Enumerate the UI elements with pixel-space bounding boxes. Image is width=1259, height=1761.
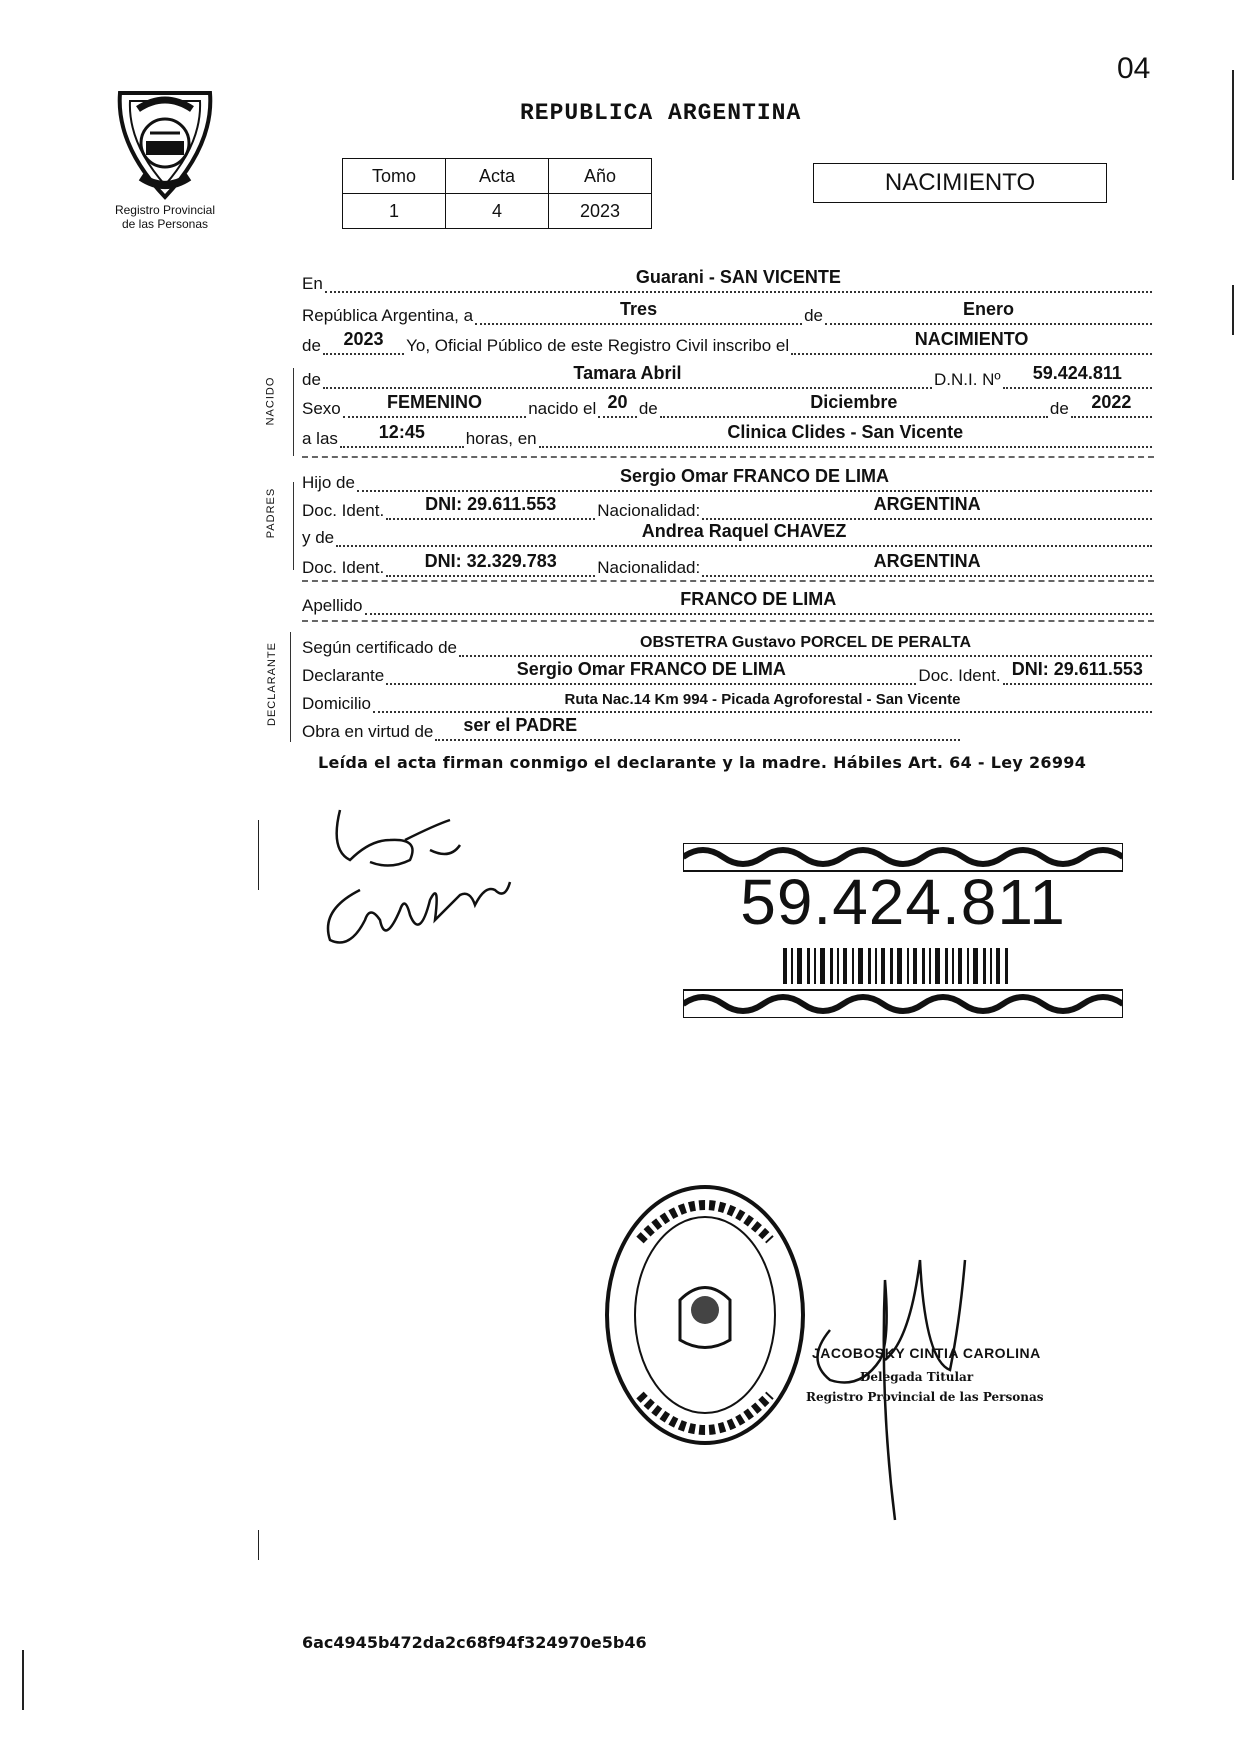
value-certificate: OBSTETRA Gustavo PORCEL DE PERALTA: [640, 634, 971, 651]
row-declarant: [302, 660, 1154, 688]
official-seal-stamp: [600, 1180, 810, 1450]
acta-header: Acta: [446, 159, 549, 194]
declarante-bracket: [290, 632, 291, 742]
act-type-box: NACIMIENTO: [813, 163, 1107, 203]
logo-caption-line1: Registro Provincial: [114, 203, 216, 217]
anio-value: 2023: [549, 194, 652, 229]
anio-header: Año: [549, 159, 652, 194]
row-place: [302, 268, 1154, 296]
closing-text: Leída el acta firman conmigo el declarante y la madre. Hábiles Art. 64 - Ley 26994: [318, 753, 1087, 772]
officer-name: JACOBOSKY CINTIA CAROLINA: [812, 1345, 1041, 1361]
field-birth-year: [1069, 393, 1154, 421]
value-year: 2023: [343, 329, 384, 349]
row-mother: [302, 522, 1154, 550]
scan-edge-mark: [258, 1530, 259, 1560]
value-by-virtue: ser el PADRE: [463, 715, 578, 735]
label-en: En: [302, 274, 323, 293]
row-mother-doc: [302, 552, 1154, 580]
value-month: Enero: [963, 299, 1015, 319]
label-nacido-el: nacido el: [528, 399, 597, 418]
label-apellido: Apellido: [302, 596, 363, 615]
field-time: [338, 423, 466, 451]
value-name: Tamara Abril: [573, 363, 682, 383]
field-father-doc: [384, 495, 597, 523]
value-father-nationality: ARGENTINA: [873, 494, 981, 514]
table-row: [343, 159, 652, 194]
value-place: Guarani - SAN VICENTE: [635, 267, 841, 287]
field-year: [321, 330, 406, 358]
label-republica: República Argentina, a: [302, 306, 474, 325]
label-de-month: de: [804, 306, 823, 325]
scan-edge-mark: [1232, 70, 1234, 180]
label-de-b2: de: [1049, 399, 1069, 418]
scan-edge-mark: [22, 1650, 24, 1710]
acta-value: 4: [446, 194, 549, 229]
value-sex: FEMENINO: [386, 392, 482, 412]
row-year-act: [302, 330, 1154, 358]
logo-caption-line2: de las Personas: [121, 217, 209, 231]
field-declarant-doc: [1001, 660, 1154, 688]
field-name: [321, 364, 934, 392]
field-birth-day: [596, 393, 639, 421]
logo-caption: [90, 203, 240, 231]
value-surname: FRANCO DE LIMA: [680, 589, 837, 609]
row-sex-birthdate: [302, 393, 1154, 421]
label-dni: D.N.I. Nº: [933, 370, 1001, 389]
value-declarant: Sergio Omar FRANCO DE LIMA: [516, 659, 786, 679]
value-birth-year: 2022: [1091, 392, 1132, 412]
nacido-bracket: [293, 368, 294, 456]
field-father: [355, 467, 1154, 495]
row-address: [302, 688, 1154, 716]
label-de-b1: de: [638, 399, 658, 418]
label-doc-ident-mother: Doc. Ident.: [302, 558, 385, 577]
row-name-dni: [302, 364, 1154, 392]
country-title: REPUBLICA ARGENTINA: [520, 100, 802, 126]
field-declarant: [384, 660, 918, 688]
label-nacionalidad-mother: Nacionalidad:: [597, 558, 701, 577]
handwritten-signatures: [310, 800, 560, 970]
misiones-coat-of-arms-logo: [110, 85, 220, 203]
field-act: [789, 330, 1154, 358]
field-address: [371, 688, 1154, 716]
label-doc-ident-declarant: Doc. Ident.: [918, 666, 1001, 685]
document-hash: 6ac4945b472da2c68f94f324970e5b46: [302, 1633, 647, 1652]
row-time-place: [302, 423, 1154, 451]
label-nacionalidad-father: Nacionalidad:: [597, 501, 701, 520]
dni-card-number: 59.424.811: [740, 866, 1066, 938]
value-mother-doc: DNI: 32.329.783: [424, 551, 557, 571]
label-doc-ident-father: Doc. Ident.: [302, 501, 385, 520]
row-father-doc: [302, 495, 1154, 523]
value-father-doc: DNI: 29.611.553: [425, 494, 557, 514]
field-birthplace: [537, 423, 1154, 451]
field-day: [473, 300, 804, 328]
value-declarant-doc: DNI: 29.611.553: [1011, 659, 1143, 679]
field-by-virtue: [433, 716, 961, 744]
label-y-de: y de: [302, 528, 335, 547]
section-divider: [302, 456, 1154, 458]
field-father-nationality: [700, 495, 1154, 523]
label-segun-certificado: Según certificado de: [302, 638, 457, 657]
field-mother: [334, 522, 1154, 550]
row-by-virtue: [302, 716, 1154, 744]
row-surname: [302, 590, 1154, 618]
tomo-header: Tomo: [343, 159, 446, 194]
scan-edge-mark: [258, 820, 259, 890]
value-birthplace: Clinica Clides - San Vicente: [727, 422, 964, 442]
section-label-declarante: DECLARANTE: [265, 642, 278, 726]
field-mother-nationality: [700, 552, 1154, 580]
field-mother-doc: [384, 552, 597, 580]
row-father: [302, 467, 1154, 495]
row-certificate: [302, 632, 1154, 660]
acta-reference-table: [342, 158, 652, 229]
field-surname: [363, 590, 1155, 618]
value-dni: 59.424.811: [1032, 363, 1122, 383]
label-horas-en: horas, en: [465, 429, 537, 448]
value-mother-nationality: ARGENTINA: [873, 551, 981, 571]
label-declarante: Declarante: [302, 666, 385, 685]
section-divider: [302, 580, 1154, 582]
tomo-value: 1: [343, 194, 446, 229]
value-father: Sergio Omar FRANCO DE LIMA: [619, 466, 889, 486]
table-row: [343, 194, 652, 229]
section-label-padres: PADRES: [265, 487, 278, 539]
field-dni: [1001, 364, 1154, 392]
field-certificate: [457, 632, 1154, 660]
value-mother: Andrea Raquel CHAVEZ: [641, 521, 847, 541]
field-sex: [341, 393, 528, 421]
field-birth-month: [658, 393, 1050, 421]
label-domicilio: Domicilio: [302, 694, 371, 713]
value-birth-day: 20: [607, 392, 628, 412]
label-a-las: a las: [302, 429, 338, 448]
value-act: NACIMIENTO: [914, 329, 1029, 349]
value-birth-month: Diciembre: [810, 392, 898, 412]
row-date: [302, 300, 1154, 328]
field-place: [323, 268, 1154, 296]
label-de-year: de: [302, 336, 321, 355]
page-number: 04: [1117, 52, 1151, 85]
officer-office: Registro Provincial de las Personas: [806, 1390, 1044, 1404]
value-address: Ruta Nac.14 Km 994 - Picada Agroforestal - San Vicente: [564, 691, 961, 708]
label-de-name: de: [302, 370, 321, 389]
padres-bracket: [293, 482, 294, 570]
officer-title: Delegada Titular: [860, 1370, 974, 1384]
scan-edge-mark: [1232, 285, 1234, 335]
section-divider: [302, 620, 1154, 622]
value-time: 12:45: [378, 422, 425, 442]
field-month: [823, 300, 1154, 328]
section-label-nacido: NACIDO: [264, 376, 277, 426]
label-sexo: Sexo: [302, 399, 341, 418]
value-day: Tres: [620, 299, 658, 319]
label-hijo-de: Hijo de: [302, 473, 355, 492]
label-yo-oficial: Yo, Oficial Público de este Registro Civil inscribo el: [406, 336, 790, 355]
label-obra-en-virtud: Obra en virtud de: [302, 722, 434, 741]
